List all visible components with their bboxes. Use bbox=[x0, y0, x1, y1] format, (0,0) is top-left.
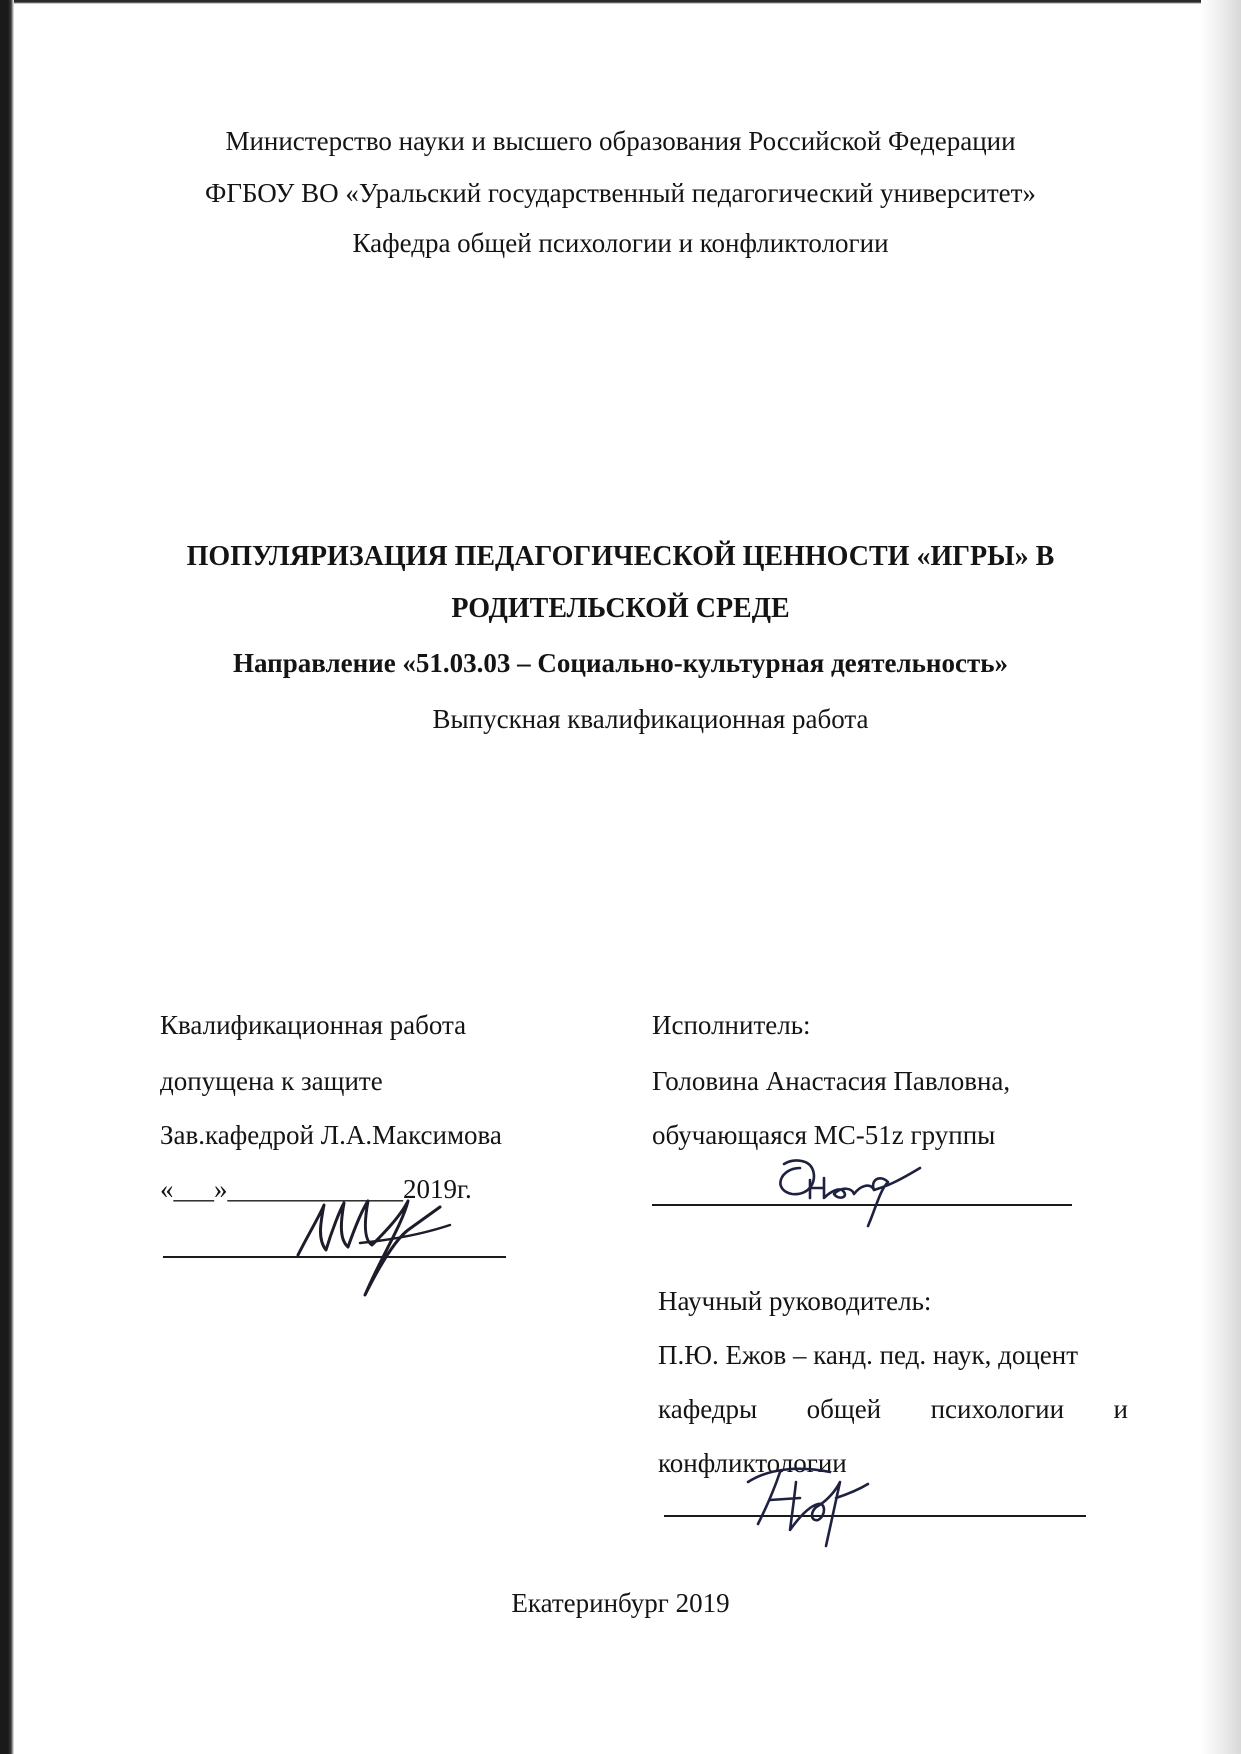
admission-signature bbox=[290, 1195, 480, 1305]
university-name: ФГБОУ ВО «Уральский государственный педагогический университет» bbox=[205, 178, 1036, 208]
thesis-title-line-1: ПОПУЛЯРИЗАЦИЯ ПЕДАГОГИЧЕСКОЙ ЦЕННОСТИ «ИГРЫ» В bbox=[186, 541, 1055, 572]
performer-name: Головина Анастасия Павловна, bbox=[652, 1066, 1011, 1096]
supervisor-position: кафедры общей психологии и bbox=[658, 1394, 1128, 1424]
performer-group: обучающаяся МС-51z группы bbox=[652, 1120, 996, 1150]
admission-date-line: «___»_____________2019г. bbox=[160, 1174, 472, 1204]
admission-line-2: допущена к защите bbox=[160, 1066, 383, 1096]
scan-right-edge bbox=[1201, 0, 1241, 1754]
admission-line-1: Квалификационная работа bbox=[160, 1010, 467, 1040]
performer-signature bbox=[770, 1150, 950, 1230]
supervisor-name: П.Ю. Ежов – канд. пед. наук, доцент bbox=[658, 1340, 1079, 1370]
supervisor-signature bbox=[740, 1460, 890, 1550]
city-year: Екатеринбург 2019 bbox=[511, 1588, 730, 1618]
department-name: Кафедра общей психологии и конфликтологии bbox=[352, 228, 889, 258]
supervisor-label: Научный руководитель: bbox=[658, 1286, 932, 1316]
supervisor-position-continued: конфликтологии bbox=[658, 1448, 847, 1478]
performer-label: Исполнитель: bbox=[652, 1010, 811, 1040]
scan-top-edge bbox=[0, 0, 1241, 12]
work-type: Выпускная квалификационная работа bbox=[432, 704, 869, 734]
admission-head-of-department: Зав.кафедрой Л.А.Максимова bbox=[160, 1120, 502, 1150]
ministry-name: Министерство науки и высшего образования Российской Федерации bbox=[225, 126, 1016, 156]
study-direction: Направление «51.03.03 – Социально-культурная деятельность» bbox=[233, 648, 1008, 678]
scan-left-edge bbox=[0, 0, 14, 1754]
thesis-title-line-2: РОДИТЕЛЬСКОЙ СРЕДЕ bbox=[451, 593, 790, 624]
